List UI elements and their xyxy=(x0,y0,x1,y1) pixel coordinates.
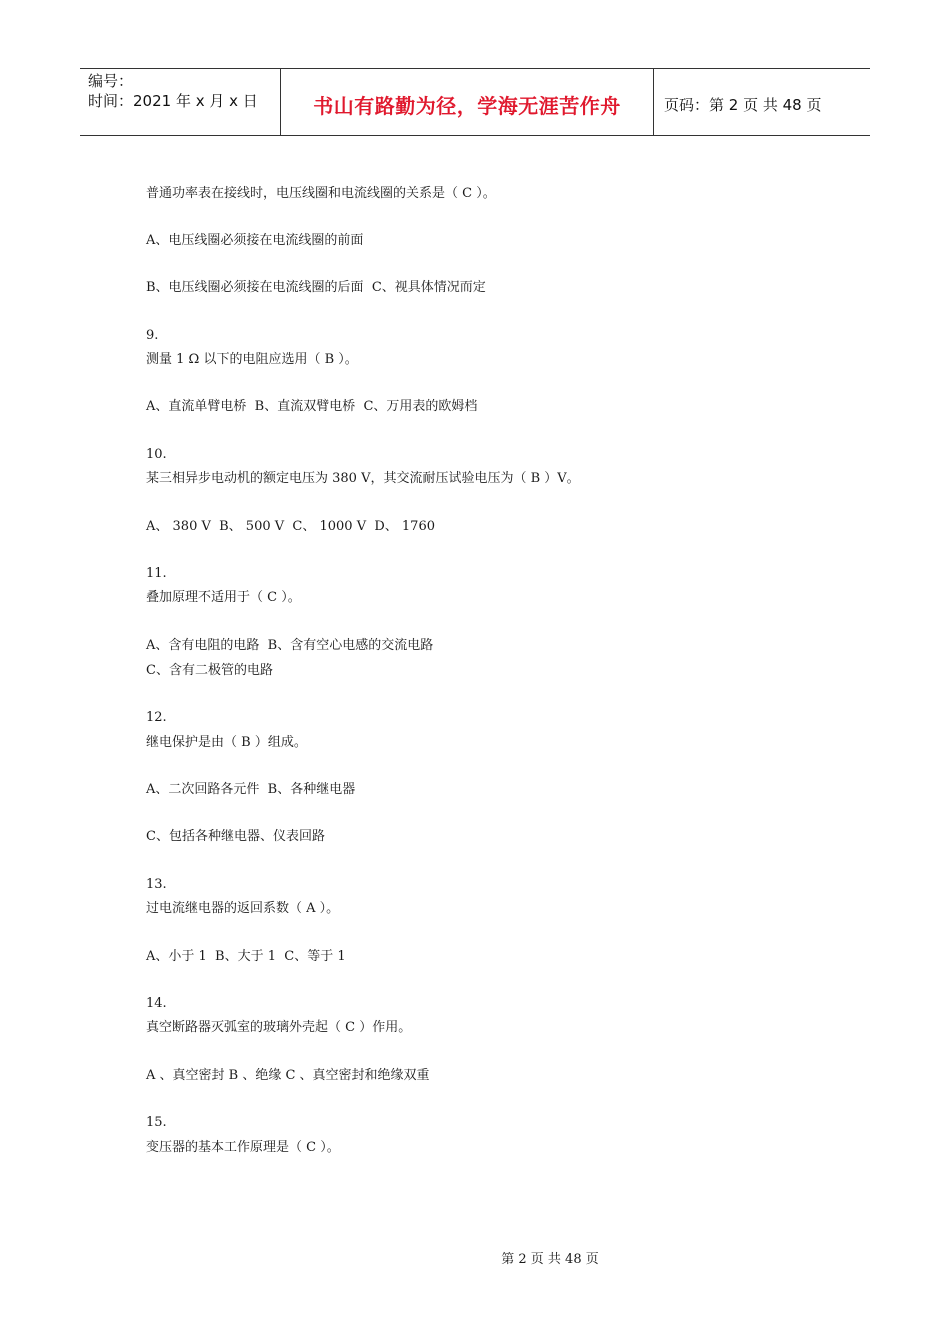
question-number: 9. xyxy=(146,328,159,343)
page-header xyxy=(80,68,870,136)
question-text: 真空断路器灭弧室的玻璃外壳起（ C ）作用。 xyxy=(146,1020,412,1035)
answer-option: C、包括各种继电器、仪表回路 xyxy=(146,829,325,844)
answer-option: A、直流单臂电桥 B、直流双臂电桥 C、万用表的欧姆档 xyxy=(146,399,478,414)
question-number: 13. xyxy=(146,877,167,892)
question-text: 叠加原理不适用于（ C ）。 xyxy=(146,590,301,605)
question-number: 11. xyxy=(146,566,167,581)
question-text: 继电保护是由（ B ）组成。 xyxy=(146,735,307,750)
question-number: 15. xyxy=(146,1115,167,1130)
header-page-info: 页码：第 2 页 共 48 页 xyxy=(664,95,822,114)
answer-option: C、含有二极管的电路 xyxy=(146,663,273,678)
question-text: 普通功率表在接线时，电压线圈和电流线圈的关系是（ C ）。 xyxy=(146,186,496,201)
answer-option: A、二次回路各元件 B、各种继电器 xyxy=(146,782,356,797)
answer-option: A、 380 V B、 500 V C、 1000 V D、 1760 xyxy=(146,519,435,534)
answer-option: A、小于 1 B、大于 1 C、等于 1 xyxy=(146,949,346,964)
question-number: 12. xyxy=(146,710,167,725)
header-meta xyxy=(80,69,281,135)
header-motto: 书山有路勤为径，学海无涯苦作舟 xyxy=(281,69,654,135)
document-time-label: 时间：2021 年 x 月 x 日 xyxy=(88,92,258,110)
question-number: 14. xyxy=(146,996,167,1011)
question-text: 测量 1 Ω 以下的电阻应选用（ B ）。 xyxy=(146,352,358,367)
answer-option: B、电压线圈必须接在电流线圈的后面 C、视具体情况而定 xyxy=(146,280,486,295)
question-number: 10. xyxy=(146,447,167,462)
question-text: 过电流继电器的返回系数（ A ）。 xyxy=(146,901,340,916)
question-text: 变压器的基本工作原理是（ C ）。 xyxy=(146,1140,340,1155)
page-footer: 第 2 页 共 48 页 xyxy=(501,1252,599,1267)
answer-option: A 、真空密封 B 、绝缘 C 、真空密封和绝缘双重 xyxy=(146,1068,430,1083)
document-number-label: 编号： xyxy=(88,72,134,90)
question-text: 某三相异步电动机的额定电压为 380 V，其交流耐压试验电压为（ B ）V。 xyxy=(146,471,580,486)
answer-option: A、电压线圈必须接在电流线圈的前面 xyxy=(146,233,364,248)
answer-option: A、含有电阻的电路 B、含有空心电感的交流电路 xyxy=(146,638,434,653)
